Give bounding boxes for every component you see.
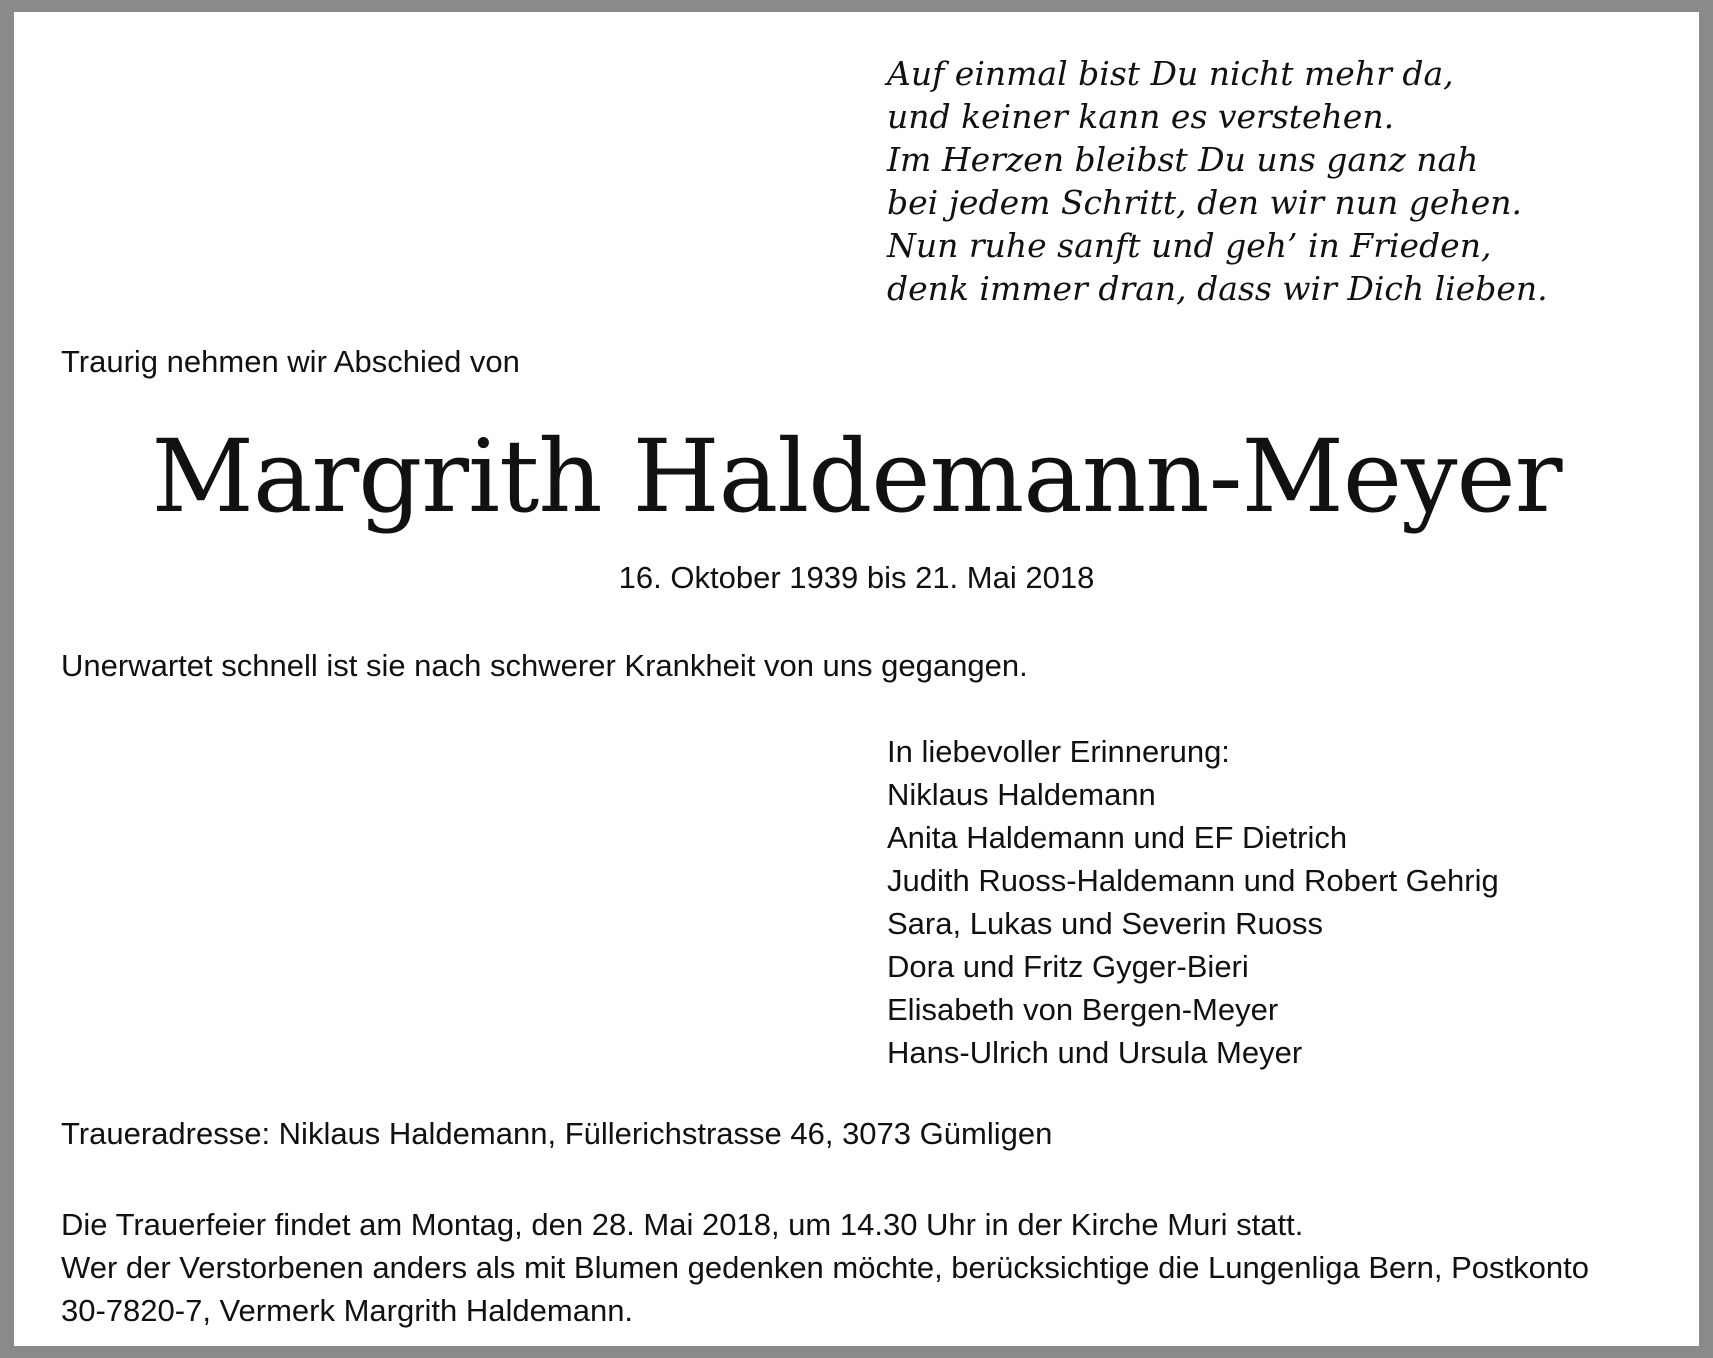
mourner-name: Anita Haldemann und EF Dietrich bbox=[887, 820, 1348, 855]
mourner-name: Judith Ruoss-Haldemann und Robert Gehrig bbox=[887, 863, 1499, 898]
poem-line: denk immer dran, dass wir Dich lieben. bbox=[887, 269, 1548, 308]
remembrance-heading: In liebevoller Erinnerung: bbox=[887, 734, 1230, 769]
life-dates: 16. Oktober 1939 bis 21. Mai 2018 bbox=[618, 560, 1095, 595]
mourner-name: Dora und Fritz Gyger-Bieri bbox=[887, 949, 1249, 984]
ceremony-line: Wer der Verstorbenen anders als mit Blumen gedenken möchte, berücksichtige die Lungenliga Bern, Postkonto bbox=[61, 1250, 1589, 1285]
poem-line: und keiner kann es verstehen. bbox=[887, 97, 1395, 136]
mourner-name: Niklaus Haldemann bbox=[887, 777, 1156, 812]
poem bbox=[887, 52, 1548, 310]
ceremony-line: Die Trauerfeier findet am Montag, den 28. Mai 2018, um 14.30 Uhr in der Kirche Muri statt. bbox=[61, 1207, 1304, 1242]
obituary-page bbox=[14, 12, 1699, 1346]
ceremony-info bbox=[61, 1203, 1661, 1332]
poem-line: Auf einmal bist Du nicht mehr da, bbox=[887, 54, 1454, 93]
remembrance-list bbox=[887, 730, 1499, 1074]
intro-text: Traurig nehmen wir Abschied von bbox=[61, 344, 520, 379]
mourner-name: Hans-Ulrich und Ursula Meyer bbox=[887, 1035, 1303, 1070]
poem-line: Im Herzen bleibst Du uns ganz nah bbox=[887, 140, 1479, 179]
ceremony-line: 30-7820-7, Vermerk Margrith Haldemann. bbox=[61, 1293, 634, 1328]
mourner-name: Elisabeth von Bergen-Meyer bbox=[887, 992, 1279, 1027]
passing-sentence: Unerwartet schnell ist sie nach schwerer Krankheit von uns gegangen. bbox=[61, 648, 1028, 683]
poem-line: bei jedem Schritt, den wir nun gehen. bbox=[887, 183, 1522, 222]
mourner-name: Sara, Lukas und Severin Ruoss bbox=[887, 906, 1323, 941]
poem-line: Nun ruhe sanft und geh’ in Frieden, bbox=[887, 226, 1492, 265]
mourning-address: Traueradresse: Niklaus Haldemann, Füllerichstrasse 46, 3073 Gümligen bbox=[61, 1116, 1053, 1151]
deceased-name: Margrith Haldemann-Meyer bbox=[151, 418, 1562, 535]
